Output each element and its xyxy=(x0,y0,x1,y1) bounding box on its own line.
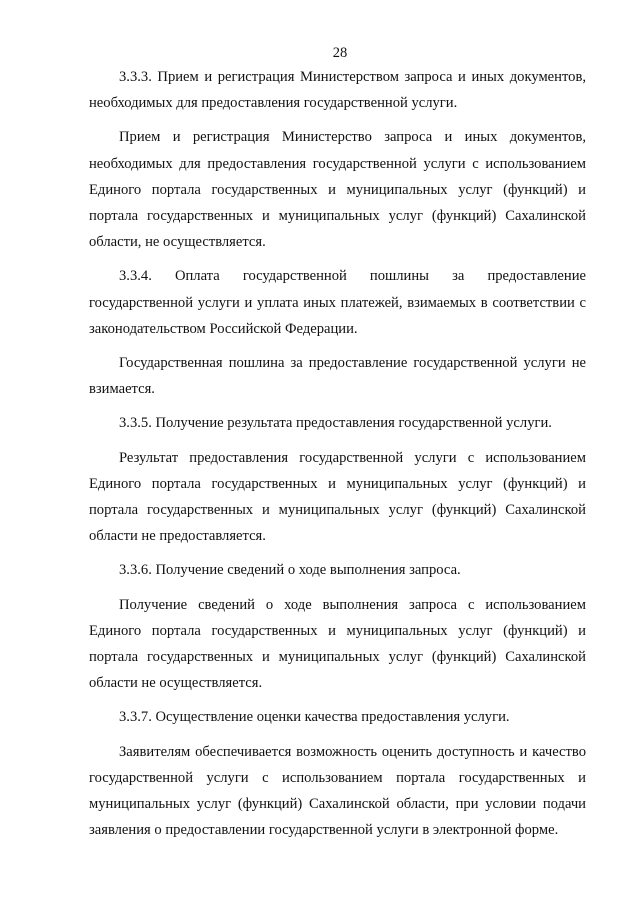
paragraph-fee-info: Государственная пошлина за предоставление государственной услуги не взимается. xyxy=(89,355,586,398)
paragraph-status-info: Получение сведений о ходе выполнения запроса с использованием Единого портала государственных и муниципальных услуг (функций) и портала государственных и муниципальных услуг (функций) Сахалинской области не осуществляется. xyxy=(89,596,586,692)
paragraph-quality-assessment: Заявителям обеспечивается возможность оценить доступность и качество государственной услуги с использованием портала государственных и муниципальных услуг (функций) Сахалинской области, при условии подачи заявления о предоставлении государственной услуги в электронной форме. xyxy=(89,743,586,839)
document-body xyxy=(89,64,586,851)
section-heading-3-3-7: 3.3.7. Осуществление оценки качества предоставления услуги. xyxy=(119,709,510,726)
section-heading-3-3-6: 3.3.6. Получение сведений о ходе выполнения запроса. xyxy=(119,562,461,579)
section-heading-3-3-5: 3.3.5. Получение результата предоставления государственной услуги. xyxy=(119,415,552,432)
paragraph-result-info: Результат предоставления государственной услуги с использованием Единого портала государственных и муниципальных услуг (функций) и портала государственных и муниципальных услуг (функций) Сахалинской области не предоставляется. xyxy=(89,449,586,545)
section-heading-3-3-4: 3.3.4. Оплата государственной пошлины за предоставление государственной услуги и уплата иных платежей, взимаемых в соответствии с законодательством Российской Федерации. xyxy=(89,268,586,337)
page-number: 28 xyxy=(332,45,348,61)
paragraph-registration-info: Прием и регистрация Министерство запроса и иных документов, необходимых для предоставления государственной услуги с использованием Единого портала государственных и муниципальных услуг (функций) и портала государственных и муниципальных услуг (функций) Сахалинской области, не осуществляется. xyxy=(89,129,586,251)
section-heading-3-3-3: 3.3.3. Прием и регистрация Министерством запроса и иных документов, необходимых для предоставления государственной услуги. xyxy=(89,69,586,112)
